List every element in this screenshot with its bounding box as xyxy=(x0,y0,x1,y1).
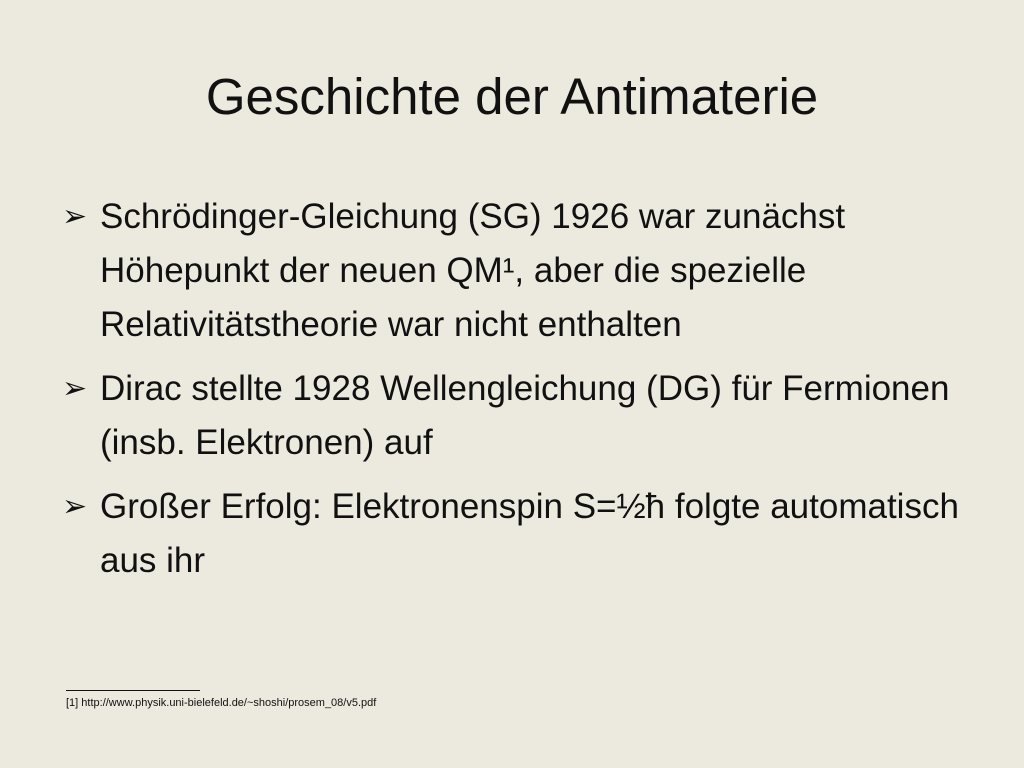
footnote-reference: [1] http://www.physik.uni-bielefeld.de/~shoshi/prosem_08/v5.pdf xyxy=(66,697,377,709)
slide-title: Geschichte der Antimaterie xyxy=(205,68,819,125)
footnote-divider xyxy=(66,690,200,691)
arrow-bullet-icon: ➢ xyxy=(62,490,88,523)
arrow-bullet-icon: ➢ xyxy=(62,200,88,233)
bullet-item xyxy=(62,480,962,588)
bullet-text: Schrödinger-Gleichung (SG) 1926 war zunächst Höhepunkt der neuen QM¹, aber die spezielle Relativitätstheorie war nicht enthalten xyxy=(100,197,846,344)
bullet-item xyxy=(62,362,962,470)
bullet-text: Großer Erfolg: Elektronenspin S=½ħ folgte automatisch aus ihr xyxy=(100,487,959,580)
bullet-text: Dirac stellte 1928 Wellengleichung (DG) für Fermionen (insb. Elektronen) auf xyxy=(100,369,950,462)
arrow-bullet-icon: ➢ xyxy=(62,372,88,405)
bullet-list xyxy=(62,190,962,598)
bullet-item xyxy=(62,190,962,352)
